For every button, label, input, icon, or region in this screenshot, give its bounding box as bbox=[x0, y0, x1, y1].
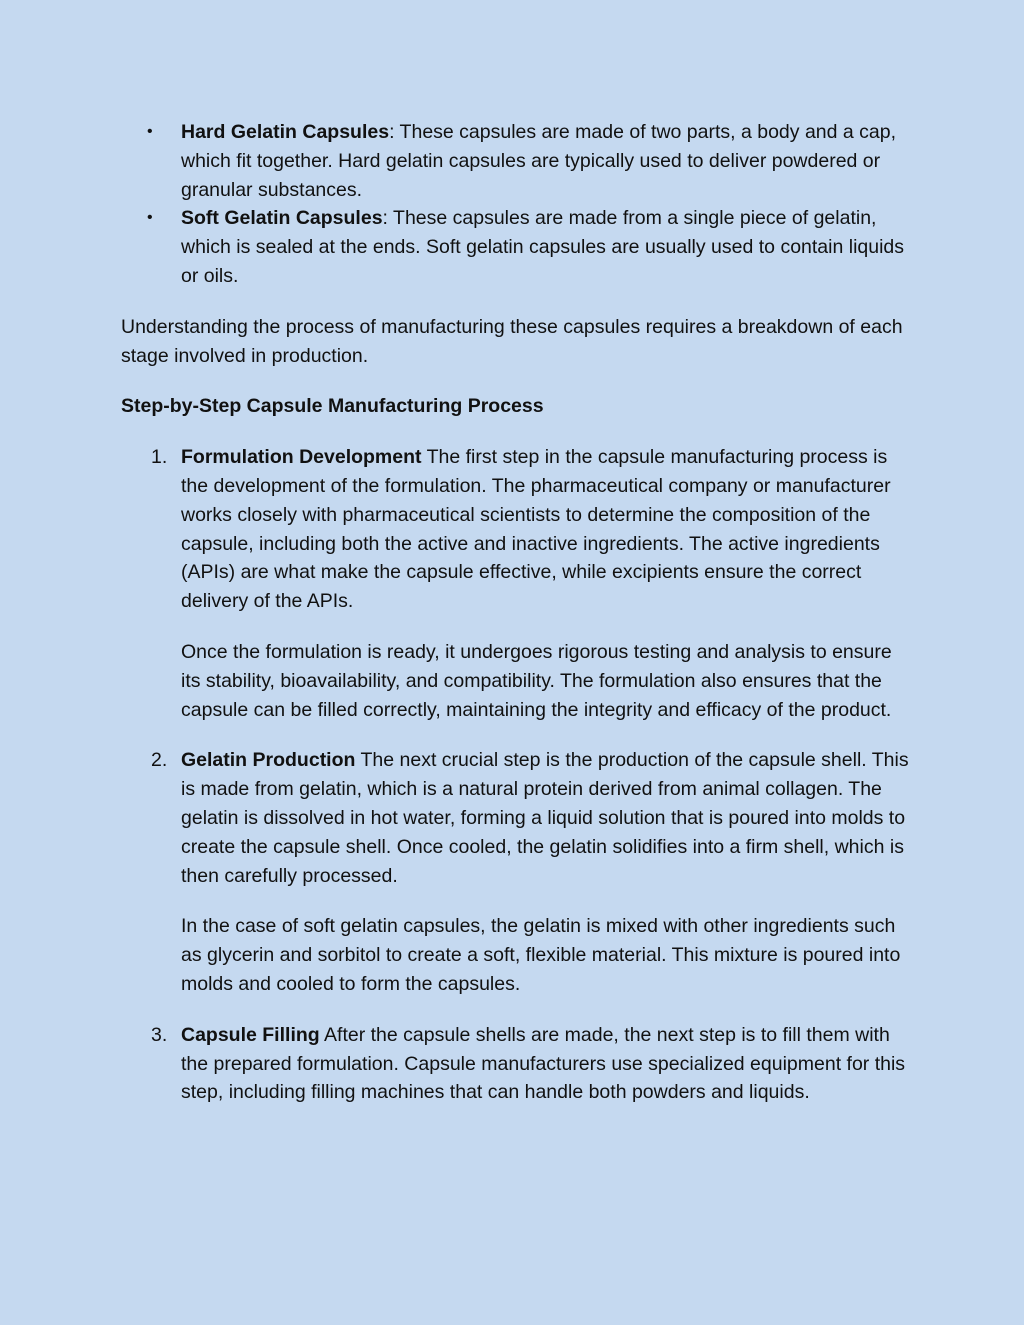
bullet-title: Hard Gelatin Capsules bbox=[181, 121, 390, 143]
section-heading: Step-by-Step Capsule Manufacturing Process bbox=[121, 395, 544, 418]
steps-list bbox=[121, 443, 914, 1107]
step-extra-paragraph: In the case of soft gelatin capsules, the gelatin is mixed with other ingredients such as glycerin and sorbitol to create a soft, flexible material. This mixture is poured into molds and cooled to form the capsules. bbox=[181, 915, 901, 995]
bullet-text: : These capsules are made from a single piece of gelatin, which is sealed at the ends. Soft gelatin capsules are usually used to contain liquids or oils. bbox=[181, 207, 905, 287]
step-number: 1. bbox=[151, 446, 168, 469]
step-paragraph bbox=[181, 443, 914, 616]
step-text: After the capsule shells are made, the next step is to fill them with the prepared formulation. Capsule manufacturers use specialized equipment for this step, including filling machines that can handle both powders and liquids. bbox=[181, 1023, 906, 1104]
step-extra-paragraph: Once the formulation is ready, it undergoes rigorous testing and analysis to ensure its stability, bioavailability, and compatibility. The formulation also ensures that the capsule can be filled correctly, maintaining the integrity and efficacy of the product. bbox=[181, 640, 892, 721]
step-text: The first step in the capsule manufacturing process is the development of the formulation. The pharmaceutical company or manufacturer works closely with pharmaceutical scientists to determine the composition of the capsule, including both the active and inactive ingredients. The active ingredients (APIs) are what make the capsule effective, while excipients ensure the correct delivery of the APIs. bbox=[181, 446, 891, 613]
step-item bbox=[121, 1021, 914, 1107]
bullet-icon: • bbox=[147, 209, 153, 227]
step-title: Formulation Development bbox=[181, 446, 422, 469]
step-text: The next crucial step is the production of the capsule shell. This is made from gelatin, which is a natural protein derived from animal collagen. The gelatin is dissolved in hot water, forming a liquid solution that is poured into molds to create the capsule shell. Once cooled, the gelatin solidifies into a firm shell, which is then carefully processed. bbox=[181, 749, 909, 887]
list-item bbox=[121, 118, 914, 204]
step-item bbox=[121, 443, 914, 724]
intro-paragraph: Understanding the process of manufacturing these capsules requires a breakdown of each stage involved in production. bbox=[121, 315, 903, 367]
bullet-icon: • bbox=[147, 123, 153, 140]
bullet-title: Soft Gelatin Capsules bbox=[181, 207, 383, 230]
step-title: Capsule Filling bbox=[181, 1023, 320, 1046]
list-item bbox=[121, 204, 914, 290]
capsule-types-list bbox=[121, 118, 914, 291]
step-paragraph bbox=[181, 1021, 914, 1107]
bullet-text: : These capsules are made of two parts, a body and a cap, which fit together. Hard gelatin capsules are typically used to deliver powdered or granular substances. bbox=[181, 121, 897, 201]
step-item bbox=[121, 746, 914, 998]
step-number: 3. bbox=[151, 1023, 168, 1046]
step-title: Gelatin Production bbox=[181, 749, 356, 772]
step-number: 2. bbox=[151, 749, 168, 772]
step-paragraph bbox=[181, 746, 914, 890]
